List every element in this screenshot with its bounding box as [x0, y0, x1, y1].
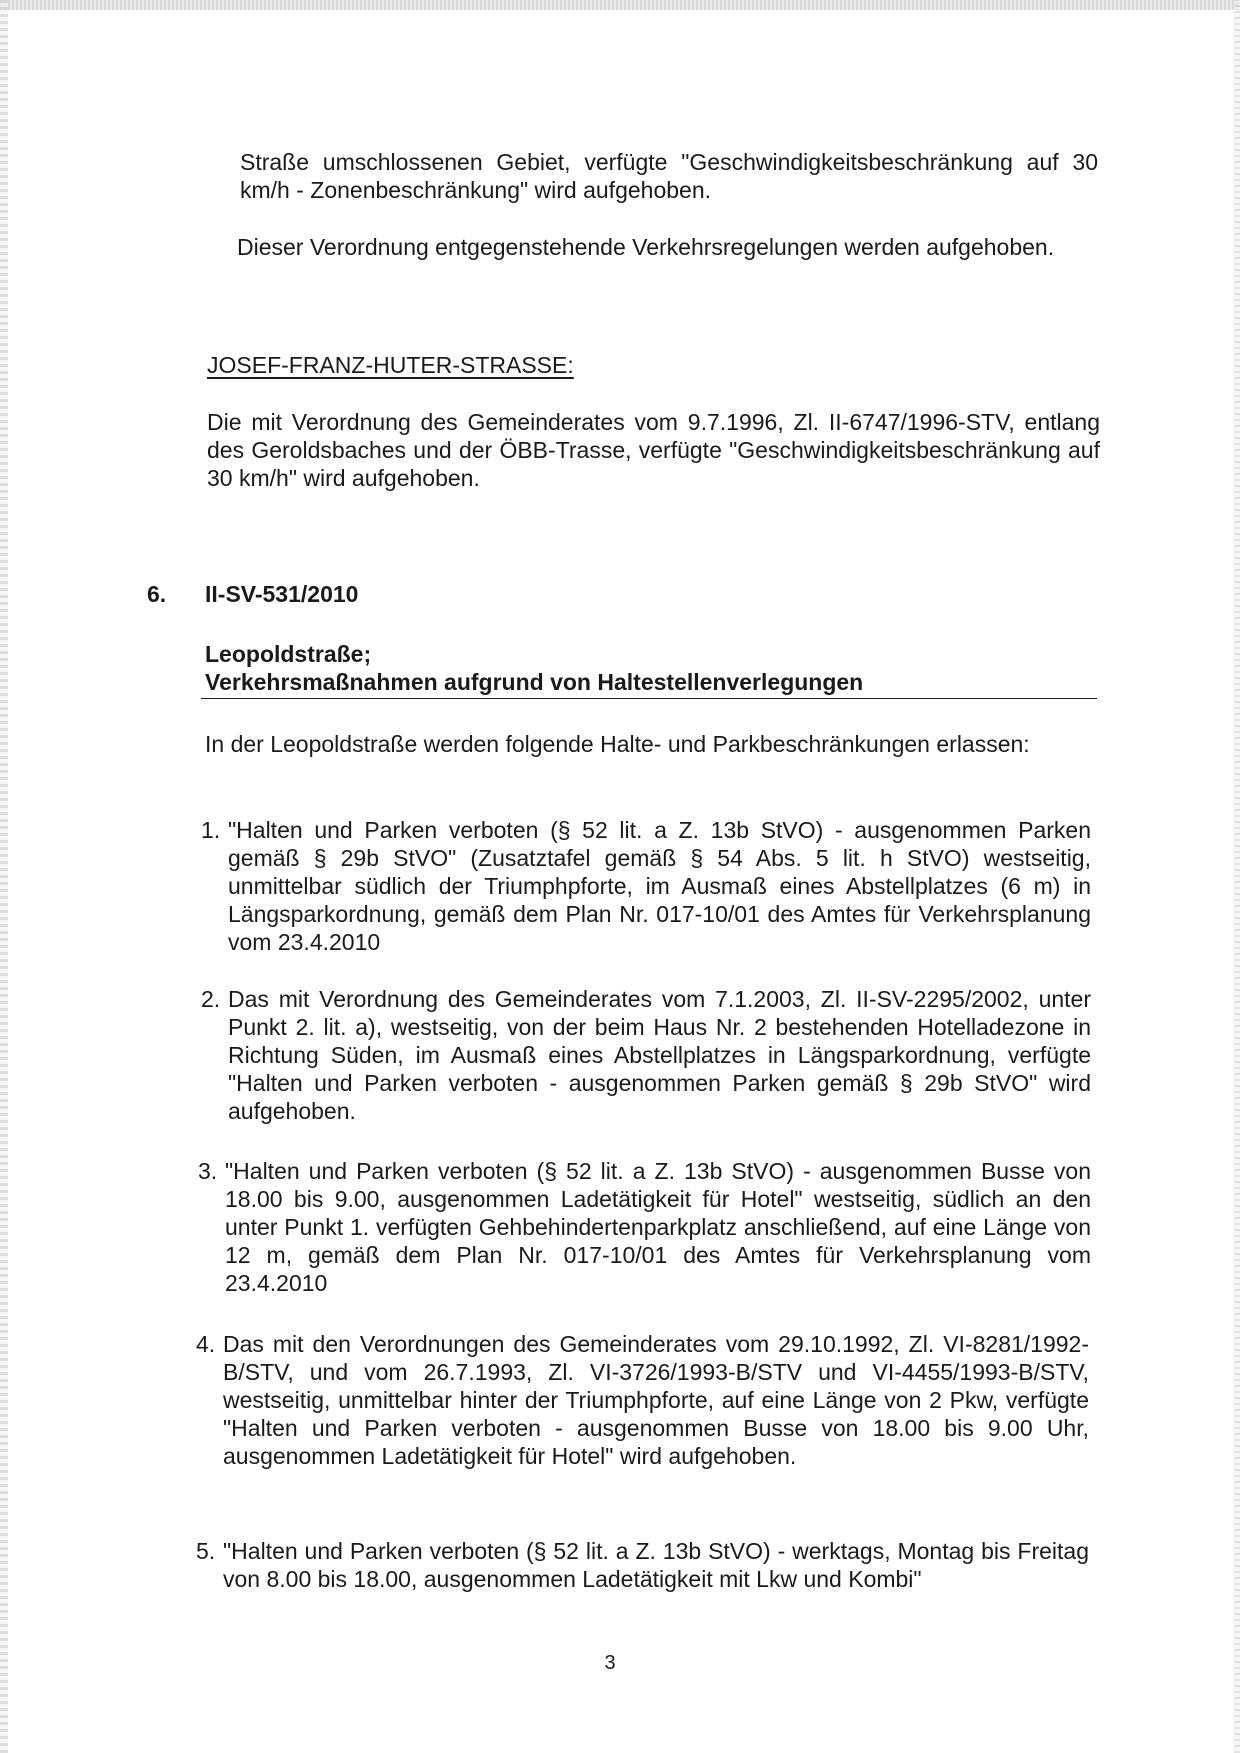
scan-edge-left	[0, 0, 8, 1753]
list-item	[196, 1330, 1089, 1498]
list-item-number: 4.	[196, 1331, 216, 1357]
subject-line-2: Verkehrsmaßnahmen aufgrund von Haltestellenverlegungen	[205, 669, 864, 695]
list-item-number: 1.	[201, 817, 221, 843]
list-item-text: Das mit Verordnung des Gemeinderates vom 7.1.2003, Zl. II-SV-2295/2002, unter Punkt 2. lit. a), westseitig, von der beim Haus Nr. 2 bestehenden Hotelladezone in Richtung Süden, im Ausmaß eines Abstellplatzes in Längsparkordnung, verfügte "Halten und Parken verboten - ausgenommen Parken gemäß § 29b StVO" wird aufgehoben.	[228, 986, 1091, 1124]
list-item-number: 3.	[198, 1158, 218, 1184]
continuation-paragraph: Straße umschlossenen Gebiet, verfügte "Geschwindigkeitsbeschränkung auf 30 km/h - Zonenbeschränkung" wird aufgehoben.	[240, 149, 1098, 203]
intro-paragraph: In der Leopoldstraße werden folgende Halte- und Parkbeschränkungen erlassen:	[205, 731, 1030, 757]
list-item-text: "Halten und Parken verboten (§ 52 lit. a Z. 13b StVO) - werktags, Montag bis Freitag von 8.00 bis 18.00, ausgenommen Ladetätigkeit mit Lkw und Kombi"	[223, 1538, 1089, 1592]
list-item-number: 5.	[196, 1538, 216, 1564]
huter-body: Die mit Verordnung des Gemeinderates vom 9.7.1996, Zl. II-6747/1996-STV, entlang des Geroldsbaches und der ÖBB-Trasse, verfügte "Geschwindigkeitsbeschränkung auf 30 km/h" wird aufgehoben.	[207, 409, 1100, 491]
list-item	[198, 1157, 1091, 1297]
repeal-paragraph: Dieser Verordnung entgegenstehende Verkehrsregelungen werden aufgehoben.	[237, 234, 1055, 260]
list-item	[201, 816, 1091, 956]
item-reference: II-SV-531/2010	[205, 581, 359, 607]
list-item-text: "Halten und Parken verboten (§ 52 lit. a Z. 13b StVO) - ausgenommen Parken gemäß § 29b StVO" (Zusatztafel gemäß § 54 Abs. 5 lit. h StVO) westseitig, unmittelbar südlich der Triumphpforte, im Ausmaß eines Abstellplatzes (6 m) in Längsparkordnung, gemäß dem Plan Nr. 017-10/01 des Amtes für Verkehrsplanung vom 23.4.2010	[228, 817, 1091, 955]
section-heading-huter: JOSEF-FRANZ-HUTER-STRASSE:	[207, 352, 574, 378]
list-item-text: Das mit den Verordnungen des Gemeinderates vom 29.10.1992, Zl. VI-8281/1992-B/STV, und vom 26.7.1993, Zl. VI-3726/1993-B/STV und VI-4455/1993-B/STV, westseitig, unmittelbar hinter der Triumphpforte, auf eine Länge von 2 Pkw, verfügte "Halten und Parken verboten - ausgenommen Busse von 18.00 bis 9.00 Uhr, ausgenommen Ladetätigkeit für Hotel" wird aufgehoben.	[223, 1331, 1089, 1469]
list-item	[201, 985, 1091, 1125]
subject-underline	[201, 698, 1097, 699]
item-number: 6.	[147, 581, 167, 607]
list-item-number: 2.	[201, 986, 221, 1012]
list-item	[196, 1537, 1089, 1597]
page-number: 3	[604, 1652, 616, 1674]
scan-edge-right	[1234, 0, 1240, 1753]
scan-edge-top	[0, 0, 1240, 10]
subject-line-1: Leopoldstraße;	[205, 641, 372, 667]
list-item-text: "Halten und Parken verboten (§ 52 lit. a Z. 13b StVO) - ausgenommen Busse von 18.00 bis 9.00, ausgenommen Ladetätigkeit für Hotel" westseitig, südlich an den unter Punkt 1. verfügten Gehbehindertenparkplatz anschließend, auf eine Länge von 12 m, gemäß dem Plan Nr. 017-10/01 des Amtes für Verkehrsplanung vom 23.4.2010	[225, 1158, 1091, 1296]
